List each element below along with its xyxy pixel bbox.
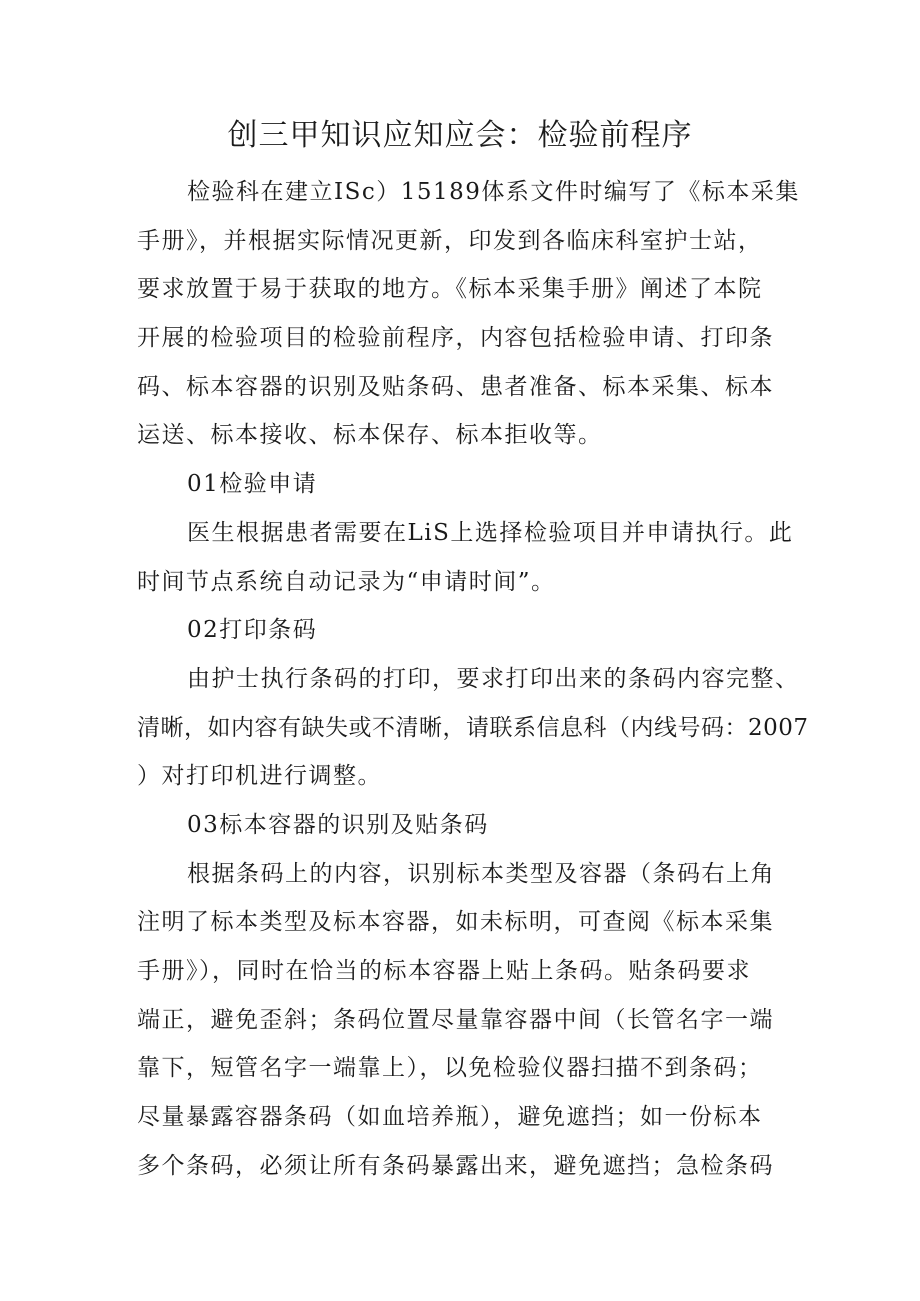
paragraph-line: 手册》，并根据实际情况更新，印发到各临床科室护士站， <box>137 227 763 254</box>
paragraph-line: 医生根据患者需要在LiS上选择检验项目并申请执行。此 <box>187 519 794 546</box>
paragraph-line: 由护士执行条码的打印，要求打印出来的条码内容完整、 <box>187 665 800 692</box>
paragraph-line: 尽量暴露容器条码（如血培养瓶），避免遮挡；如一份标本 <box>137 1104 763 1131</box>
paragraph-line: 码、标本容器的识别及贴条码、患者准备、标本采集、标本 <box>137 373 774 400</box>
section-heading: 02打印条码 <box>187 617 318 644</box>
paragraph-line: 开展的检验项目的检验前程序，内容包括检验申请、打印条 <box>137 325 774 352</box>
section-heading: 01检验申请 <box>187 471 318 498</box>
paragraph-line: 时间节点系统自动记录为“申请时间”。 <box>137 568 556 595</box>
paragraph-line: 根据条码上的内容，识别标本类型及容器（条码右上角 <box>187 860 775 887</box>
paragraph-line: 多个条码，必须让所有条码暴露出来，避免遮挡；急检条码 <box>137 1152 774 1179</box>
paragraph-line: 端正，避免歪斜；条码位置尽量靠容器中间（长管名字一端 <box>137 1006 774 1033</box>
paragraph-line: 要求放置于易于获取的地方。《标本采集手册》阐述了本院 <box>137 276 763 303</box>
section-heading: 03标本容器的识别及贴条码 <box>187 811 489 838</box>
paragraph-line: 运送、标本接收、标本保存、标本拒收等。 <box>137 422 603 449</box>
paragraph-line: 清晰，如内容有缺失或不清晰，请联系信息科（内线号码：2007 <box>137 714 809 741</box>
document-body <box>137 168 809 1190</box>
paragraph-line: 检验科在建立ISc）15189体系文件时编写了《标本采集 <box>187 179 800 205</box>
paragraph-line: ）对打印机进行调整。 <box>137 763 382 790</box>
paragraph-line: 手册》），同时在恰当的标本容器上贴上条码。贴条码要求 <box>137 958 751 984</box>
paragraph-line: 注明了标本类型及标本容器，如未标明，可查阅《标本采集 <box>137 909 774 936</box>
paragraph-line: 靠下，短管名字一端靠上），以免检验仪器扫描不到条码； <box>137 1055 763 1082</box>
document-title: 创三甲知识应知应会：检验前程序 <box>227 118 693 153</box>
